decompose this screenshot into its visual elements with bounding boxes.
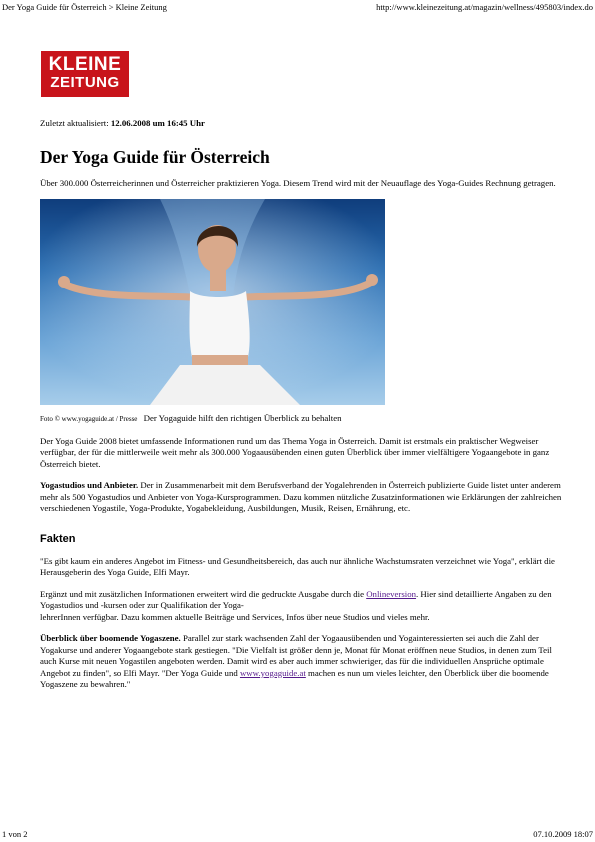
paragraph-studios-lead: Yogastudios und Anbieter.	[40, 480, 139, 490]
onlineversion-link[interactable]: Onlineversion	[366, 588, 417, 599]
paragraph-intro: Der Yoga Guide 2008 bietet umfassende Informationen rund um das Thema Yoga in Österreich. Damit ist erstmals ein praktischer Wegweiser verfügbar, der für die mittlerweile weit mehr als 300.000 Yogaausübenden einen guten Überblick über immer vielfältigere Yogaangebote in ganz Österreich bietet.	[40, 435, 550, 469]
hero-image-yoga-woman	[40, 199, 385, 405]
updated-line	[40, 118, 565, 130]
paragraph-online-text-3: lehrerInnen verfügbar. Dazu kommen aktuelle Beiträge und Services, Infos über neue Studios und vieles mehr.	[40, 611, 430, 622]
updated-label: Zuletzt aktualisiert:	[40, 118, 109, 128]
article-title: Der Yoga Guide für Österreich	[40, 146, 270, 167]
print-header-title: Der Yoga Guide für Österreich > Kleine Zeitung	[2, 2, 167, 12]
page-number: 1 von 2	[2, 829, 28, 839]
image-credit: Foto © www.yogaguide.at / Presse	[40, 415, 138, 423]
image-caption	[40, 413, 565, 426]
kleine-zeitung-logo[interactable]	[41, 51, 129, 97]
paragraph-overview-text-2: machen es nun um vieles leichter, den Überblick über die boomende Yogaszene zu bewahren."	[40, 667, 549, 689]
updated-value: 12.06.2008 um 16:45 Uhr	[110, 118, 205, 128]
paragraph-online-text-1: Ergänzt und mit zusätzlichen Informationen erweitert wird die gedruckte Ausgabe durch die	[40, 588, 367, 599]
print-footer	[0, 828, 595, 842]
hero-illustration	[40, 199, 385, 405]
image-caption-text: Der Yogaguide hilft den richtigen Überblick zu behalten	[143, 413, 342, 423]
paragraph-studios	[40, 480, 565, 515]
yogaguide-link[interactable]: www.yogaguide.at	[239, 667, 306, 678]
print-header-url: http://www.kleinezeitung.at/magazin/wellness/495803/index.do	[376, 2, 593, 12]
logo-line-2: ZEITUNG	[50, 74, 120, 91]
paragraph-overview	[40, 633, 565, 691]
paragraph-overview-lead: Überblick über boomende Yogaszene.	[40, 633, 181, 643]
logo-line-1: KLEINE	[48, 54, 122, 75]
paragraph-online	[40, 589, 565, 624]
paragraph-studios-text: Der in Zusammenarbeit mit dem Berufsverband der Yogalehrenden in Österreich publizierte Guide listet unter anderem mehr als 500 Yogastudios und Anbieter von Yoga-Kursprogrammen. Dazu kommen nützliche Zusatzinformationen wie Erklärungen der zahlreichen verschiedenen Yogastile, Yoga-Produkte, Yogabekleidung, Ausbildungen, Musik, Reisen, Ernährung, etc.	[40, 480, 562, 513]
article-lead: Über 300.000 Österreicherinnen und Österreicher praktizieren Yoga. Diesem Trend wird mit der Neuauflage des Yoga-Guides Rechnung getragen.	[40, 177, 556, 188]
paragraph-overview-text-1: Parallel zur stark wachsenden Zahl der Yogaausübenden und Yogainteressierten sei auch die Zahl der Yogakurse und anderer Yogaangebote stark gestiegen. "Die Vielfalt ist größer denn je, Monat für Monat eröffnen neue Studios, in denen zum Teil auch Kurse mit neuen Yogastilen angeboten werden. Damit wird es aber auch immer schwieriger, das für die individuellen Ansprüche optimale Angebot zu finden", so Elfi Mayr. "Der Yoga Guide und	[40, 633, 552, 678]
article	[40, 118, 565, 701]
print-timestamp: 07.10.2009 18:07	[533, 829, 593, 839]
paragraph-quote: "Es gibt kaum ein anderes Angebot im Fitness- und Gesundheitsbereich, das auch nur ähnliche Wachstumsraten verzeichnet wie Yoga", erklärt die Herausgeberin des Yoga Guide, Elfi Mayr.	[40, 555, 555, 577]
paragraph-online-text-2: . Hier sind detaillierte Angaben zu den Yogastudios und -kursen oder zur Qualifikation der Yoga-	[40, 588, 552, 610]
facts-heading: Fakten	[40, 532, 76, 545]
print-header	[0, 0, 595, 14]
